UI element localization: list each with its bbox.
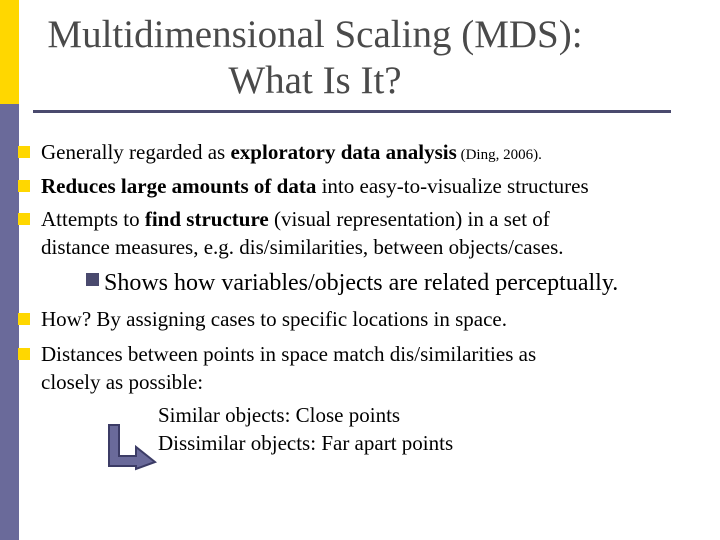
slide-title-line-2: What Is It? [228,59,402,102]
bullet-2-bold: Reduces large amounts of data [41,174,317,198]
dissimilar-objects-line: Dissimilar objects: Far apart points [158,431,454,455]
sub-bullet-text: Shows how variables/objects are related perceptually. [104,270,619,296]
square-bullet-icon [18,146,30,158]
square-bullet-icon [18,180,30,192]
bullet-5-text: Distances between points in space match dis/similarities as [41,342,537,366]
title-underline [33,110,671,113]
bullet-3-line-2: distance measures, e.g. dis/similarities, between objects/cases. [41,235,564,259]
bullet-1-citation: (Ding, 2006). [456,147,542,163]
bullet-3-text-cont: (visual representation) in a set of [268,207,550,231]
bullet-1-text: Generally regarded as [41,140,231,164]
square-bullet-icon [18,348,30,360]
bullet-3-text: Attempts to [41,207,145,231]
bullet-4-text: How? By assigning cases to specific locations in space. [41,307,507,331]
similar-objects-line: Similar objects: Close points [158,403,401,427]
square-bullet-icon [18,313,30,325]
slide-title-line-1: Multidimensional Scaling (MDS): [47,13,583,56]
square-bullet-icon [18,213,30,225]
slide-title [10,12,620,104]
bullet-1-bold: exploratory data analysis [230,140,457,164]
bullet-3-bold: find structure [144,207,269,231]
bullet-2-text: into easy-to-visualize structures [316,174,589,198]
square-sub-bullet-icon [86,273,99,286]
bullet-5-line-2: closely as possible: [41,370,204,394]
left-accent-bar-slate [0,104,19,540]
bent-arrow-right-icon [106,423,158,471]
